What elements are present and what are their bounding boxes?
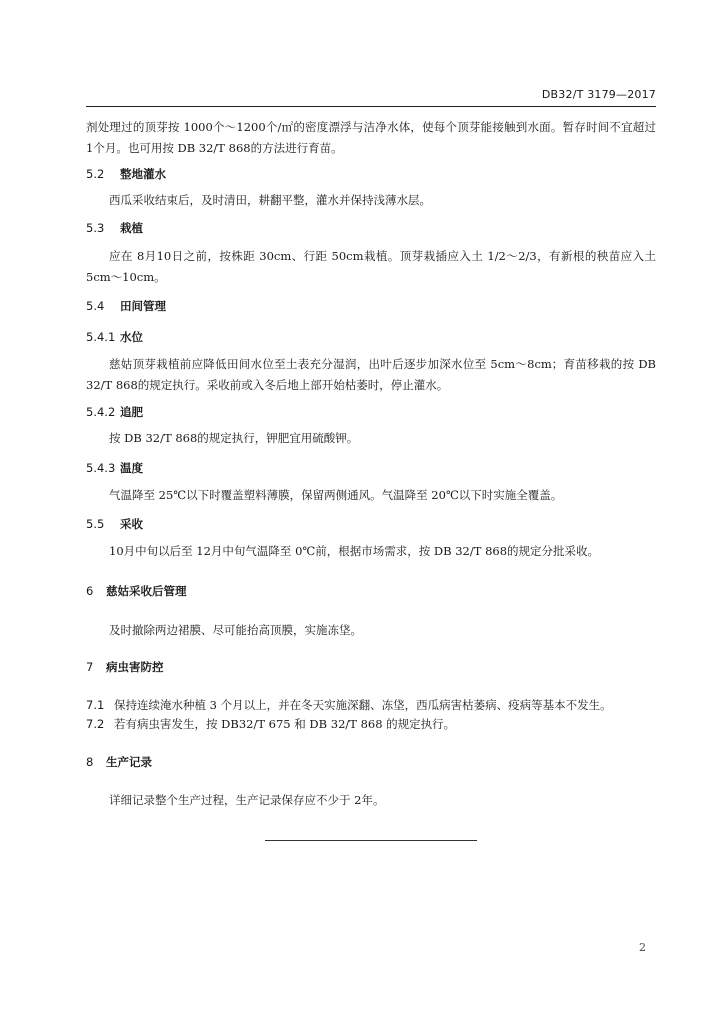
document-code: DB32/T 3179—2017: [541, 88, 656, 101]
section-title: 生产记录: [106, 755, 152, 769]
section-title: 病虫害防控: [106, 660, 164, 674]
section-8-paragraph: 详细记录整个生产过程，生产记录保存应不少于 2年。: [109, 793, 385, 807]
section-title: 田间管理: [120, 299, 166, 313]
section-title: 栽植: [120, 221, 143, 235]
item-7-1: [86, 697, 656, 713]
section-number: 5.5: [86, 517, 105, 531]
section-title: 追肥: [120, 405, 143, 419]
section-title: 整地灌水: [120, 167, 166, 181]
section-5-4-2-heading: [86, 404, 656, 420]
section-number: 5.4.3: [86, 461, 116, 475]
section-title: 温度: [120, 461, 143, 475]
section-5-4-heading: [86, 298, 656, 314]
section-title: 采收: [120, 517, 143, 531]
item-number: 7.2: [86, 717, 105, 731]
section-7-heading: [86, 659, 656, 675]
section-number: 5.3: [86, 221, 105, 235]
section-6-heading: [86, 583, 656, 599]
section-number: 5.4.2: [86, 405, 116, 419]
section-5-4-3-paragraph: 气温降至 25℃以下时覆盖塑料薄膜，保留两侧通风。气温降至 20℃以下时实施全覆盖。: [109, 488, 563, 502]
item-7-2: [86, 716, 656, 732]
section-number: 5.4: [86, 299, 105, 313]
section-number: 7: [86, 660, 94, 674]
section-5-2-paragraph: 西瓜采收结束后，及时清田，耕翻平整，灌水并保持浅薄水层。: [109, 193, 431, 207]
page-number: 2: [639, 941, 646, 954]
section-number: 8: [86, 755, 94, 769]
section-number: 5.4.1: [86, 330, 116, 344]
section-5-2-heading: [86, 166, 656, 182]
end-of-document-line: [265, 840, 477, 841]
section-6-paragraph: 及时撤除两边裙膜、尽可能抬高顶膜，实施冻垡。: [109, 623, 362, 637]
section-5-4-1-paragraph: 慈姑顶芽栽植前应降低田间水位至土表充分湿润，出叶后逐步加深水位至 5cm～8cm；育苗移栽的按 DB 32/T 868的规定执行。采收前或入冬后地上部开始枯萎时，停止灌水。: [86, 357, 656, 392]
item-number: 7.1: [86, 698, 105, 712]
item-text: 保持连续淹水种植 3 个月以上，并在冬天实施深翻、冻垡，西瓜病害枯萎病、疫病等基本不发生。: [114, 698, 612, 712]
section-number: 5.2: [86, 167, 105, 181]
section-5-3-heading: [86, 220, 656, 236]
section-5-5-paragraph: 10月中旬以后至 12月中旬气温降至 0℃前，根据市场需求，按 DB 32/T 868的规定分批采收。: [109, 544, 600, 558]
section-title: 水位: [120, 330, 143, 344]
section-title: 慈姑采收后管理: [106, 584, 187, 598]
section-5-5-heading: [86, 516, 656, 532]
header-divider: [86, 106, 656, 107]
section-5-4-3-heading: [86, 460, 656, 476]
section-5-4-1-heading: [86, 329, 656, 345]
section-5-4-2-paragraph: 按 DB 32/T 868的规定执行，钾肥宜用硫酸钾。: [109, 431, 359, 445]
section-number: 6: [86, 584, 94, 598]
item-text: 若有病虫害发生，按 DB32/T 675 和 DB 32/T 868 的规定执行。: [114, 717, 456, 731]
intro-paragraph: 剂处理过的顶芽按 1000个～1200个/㎡的密度漂浮与洁净水体，使每个顶芽能接触到水面。暂存时间不宜超过 1个月。也可用按 DB 32/T 868的方法进行育苗。: [86, 120, 656, 155]
section-5-3-paragraph: 应在 8月10日之前，按株距 30cm、行距 50cm栽植。顶芽栽插应入土 1/2～2/3，有新根的秧苗应入土 5cm～10cm。: [86, 249, 656, 284]
section-8-heading: [86, 754, 656, 770]
